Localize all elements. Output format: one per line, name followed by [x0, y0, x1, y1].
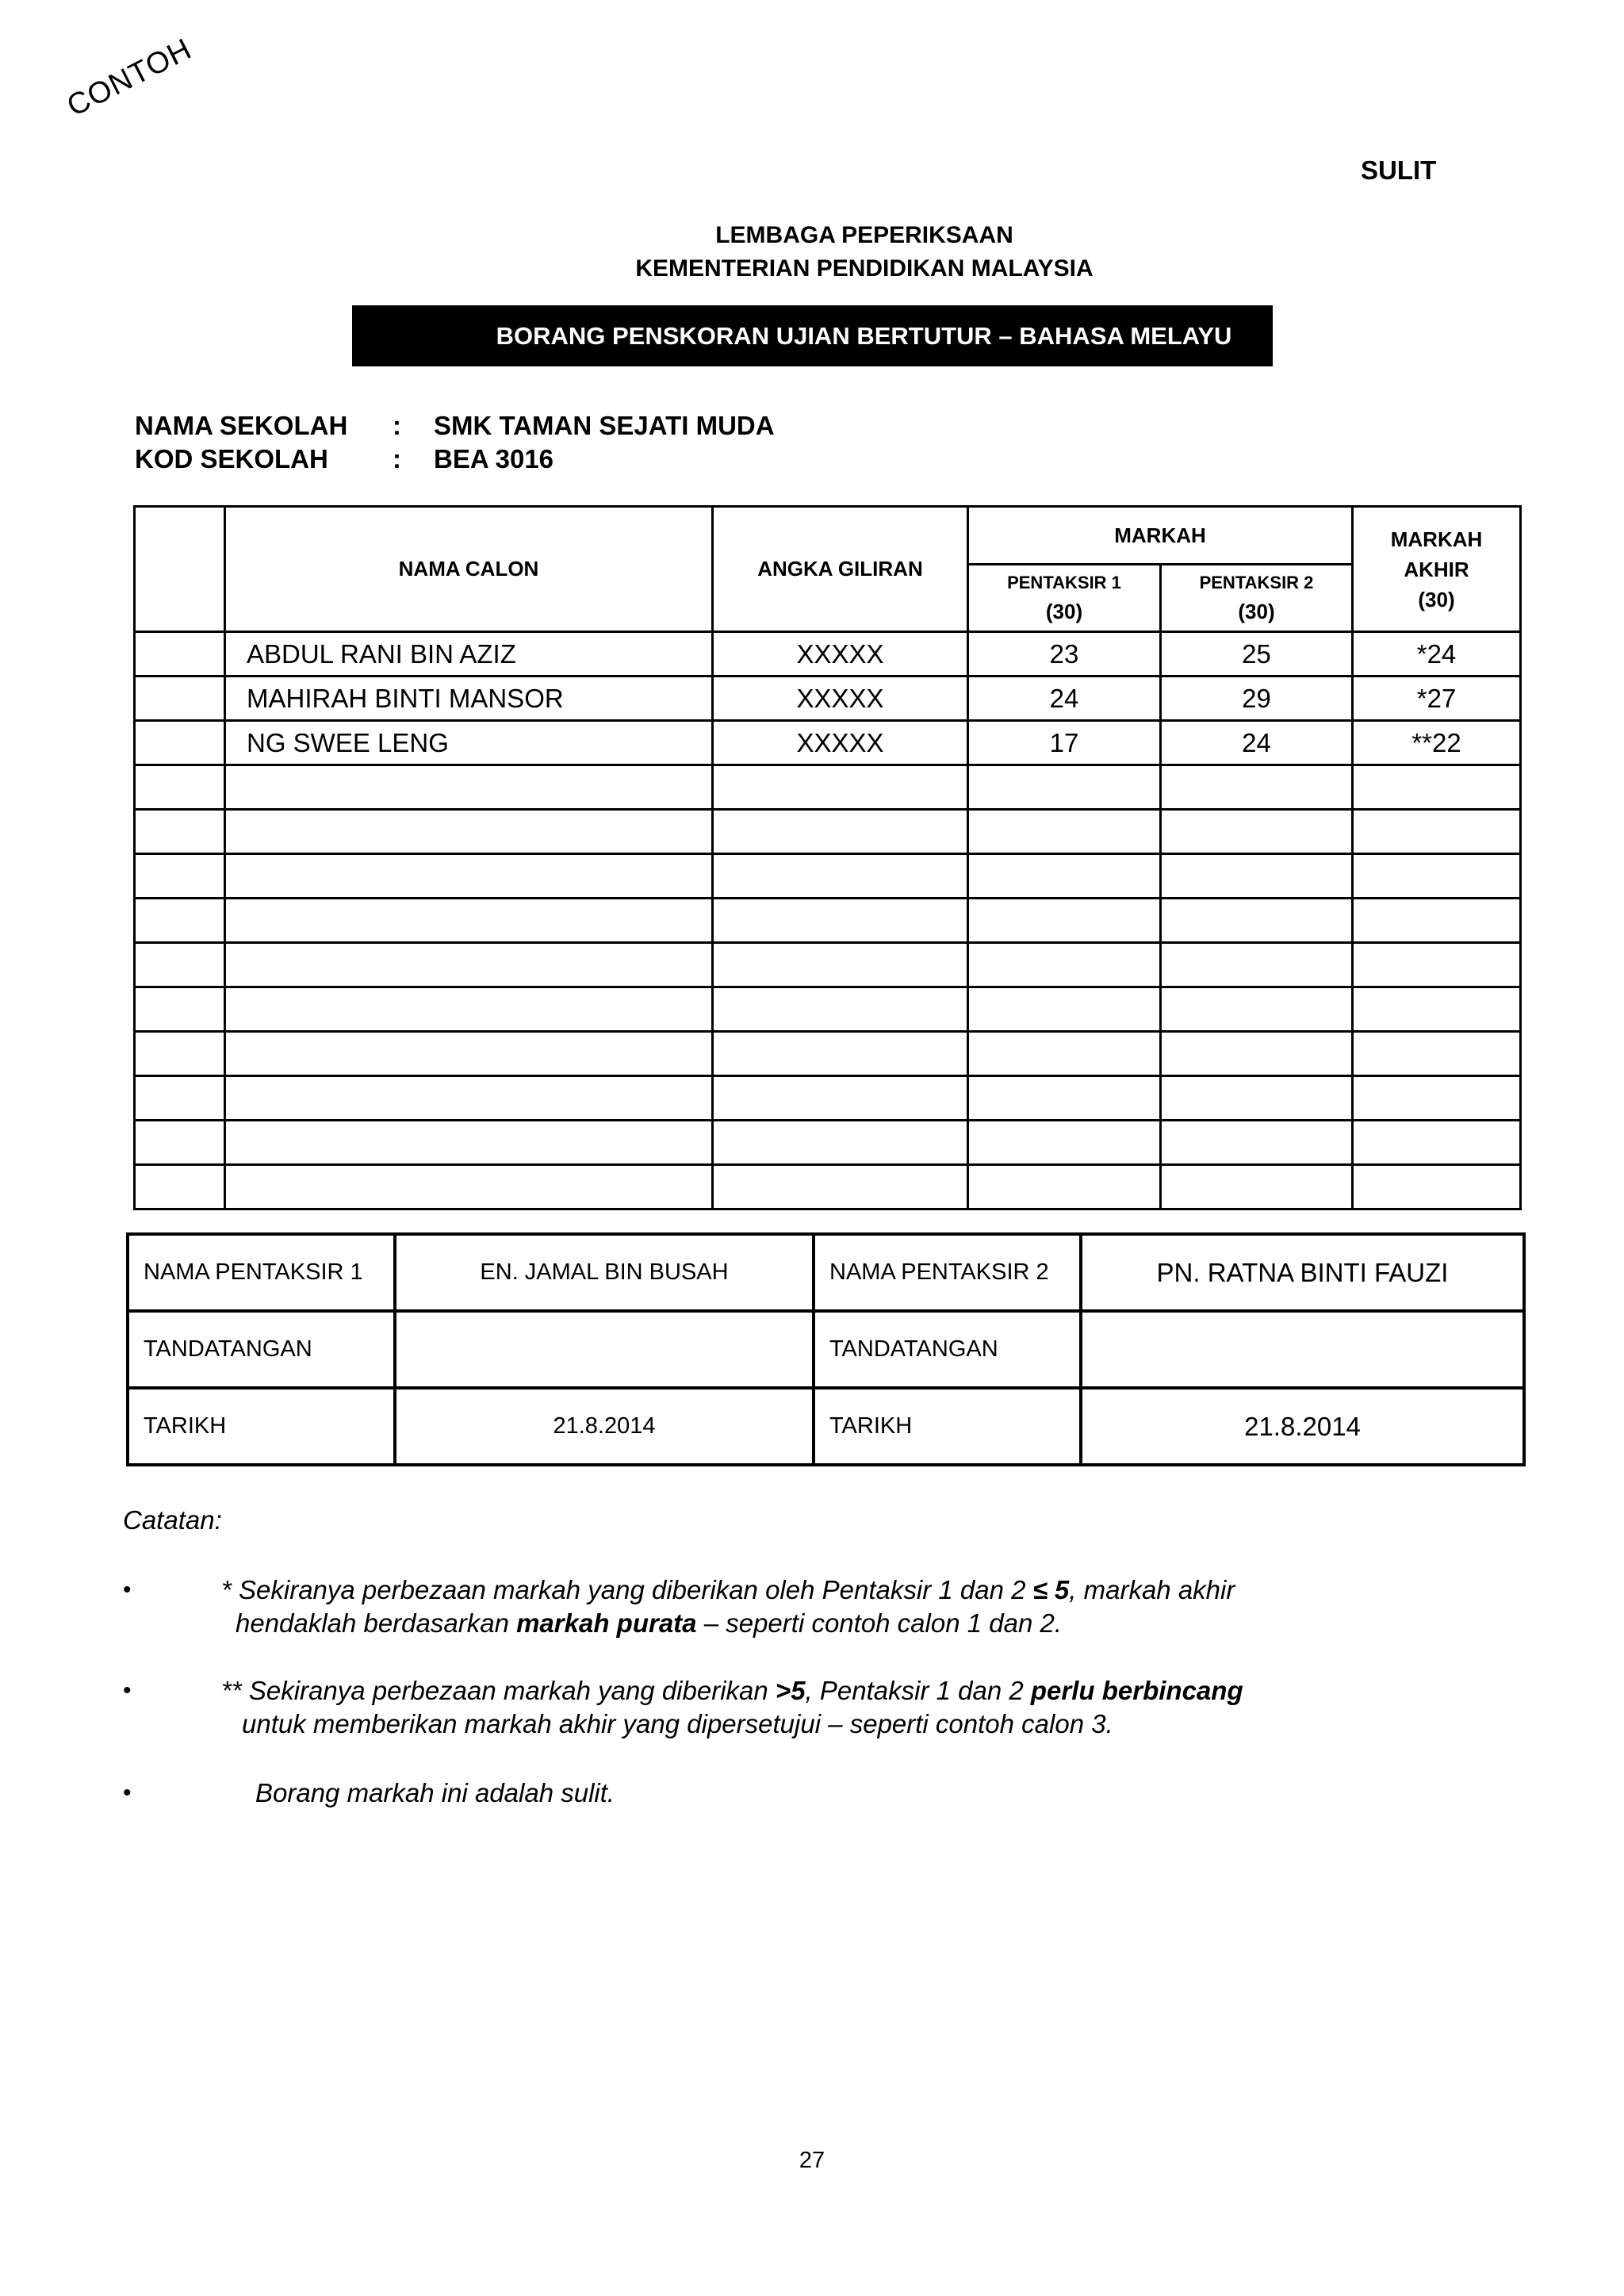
- final-mark-cell: [1353, 677, 1521, 721]
- empty-cell: [713, 810, 968, 854]
- empty-cell: [713, 765, 968, 810]
- empty-table-row: [135, 943, 1521, 987]
- empty-cell: [968, 854, 1161, 899]
- note-2-part-b: >5: [775, 1676, 806, 1705]
- assessor1-signature-label: TANDATANGAN: [128, 1311, 395, 1388]
- marks-header-row: [135, 507, 1521, 565]
- empty-cell: [1161, 1165, 1353, 1209]
- candidate-name-header: NAMA CALON: [225, 507, 713, 632]
- empty-cell: [968, 1032, 1161, 1076]
- empty-cell: [713, 1076, 968, 1121]
- note-3-text: Borang markah ini adalah sulit.: [255, 1778, 615, 1807]
- final-mark-header-max: (30): [1418, 587, 1455, 611]
- empty-table-row: [135, 810, 1521, 854]
- school-code-separator: :: [393, 444, 401, 473]
- empty-cell: [713, 1032, 968, 1076]
- empty-cell: [713, 899, 968, 943]
- empty-table-row: [135, 1076, 1521, 1121]
- candidate-name-cell: MAHIRAH BINTI MANSOR: [225, 677, 713, 721]
- final-mark-asterisk: **: [1411, 727, 1432, 757]
- assessor1-mark-cell: 24: [968, 677, 1161, 721]
- empty-cell: [713, 943, 968, 987]
- note-2-line2: untuk memberikan markah akhir yang dipersetujui – seperti contoh calon 3.: [242, 1709, 1113, 1738]
- assessor1-name-label: NAMA PENTAKSIR 1: [128, 1234, 395, 1311]
- empty-cell: [225, 765, 713, 810]
- assessor2-signature-label: TANDATANGAN: [814, 1311, 1081, 1388]
- notes-title: Catatan:: [123, 1505, 222, 1535]
- empty-cell: [1353, 1165, 1521, 1209]
- assessor2-header-label: PENTAKSIR 2: [1199, 573, 1314, 592]
- school-info: [135, 409, 775, 476]
- note-1-part-f: – seperti contoh calon 1 dan 2.: [696, 1608, 1063, 1638]
- assessor2-date-label: TARIKH: [814, 1388, 1081, 1465]
- empty-cell: [225, 943, 713, 987]
- empty-cell: [968, 1076, 1161, 1121]
- empty-cell: [1353, 899, 1521, 943]
- empty-table-row: [135, 987, 1521, 1032]
- empty-cell: [135, 1032, 225, 1076]
- note-1-line2: [221, 1607, 1235, 1640]
- empty-cell: [135, 1121, 225, 1165]
- empty-cell: [1353, 1076, 1521, 1121]
- assessor1-header-label: PENTAKSIR 1: [1007, 573, 1121, 592]
- final-mark-value: 27: [1427, 683, 1457, 713]
- note-1-part-a: * Sekiranya perbezaan markah yang diberikan oleh Pentaksir 1 dan 2: [221, 1575, 1033, 1604]
- assessor1-signature-field: [395, 1311, 814, 1388]
- empty-cell: [1161, 987, 1353, 1032]
- assessor1-date-value: 21.8.2014: [395, 1388, 814, 1465]
- empty-cell: [1161, 899, 1353, 943]
- assessor1-mark-cell: 23: [968, 632, 1161, 677]
- final-mark-header-line1: MARKAH: [1390, 527, 1483, 551]
- row-number-header: [135, 507, 225, 632]
- assessor2-name-label: NAMA PENTAKSIR 2: [814, 1234, 1081, 1311]
- empty-cell: [1161, 943, 1353, 987]
- final-mark-cell: [1353, 632, 1521, 677]
- empty-cell: [225, 1076, 713, 1121]
- empty-table-row: [135, 1165, 1521, 1209]
- empty-cell: [1161, 765, 1353, 810]
- assessor1-mark-cell: 17: [968, 721, 1161, 765]
- empty-cell: [1353, 765, 1521, 810]
- empty-cell: [1161, 1121, 1353, 1165]
- assessor2-header-max: (30): [1238, 600, 1275, 623]
- empty-cell: [225, 1032, 713, 1076]
- note-1-part-b: ≤ 5: [1032, 1575, 1070, 1604]
- empty-cell: [1161, 1032, 1353, 1076]
- empty-cell: [135, 854, 225, 899]
- assessor2-mark-cell: 25: [1161, 632, 1353, 677]
- empty-cell: [135, 1165, 225, 1209]
- assessor2-header: [1161, 565, 1353, 632]
- empty-table-row: [135, 854, 1521, 899]
- index-number-cell: XXXXX: [713, 721, 968, 765]
- empty-cell: [968, 765, 1161, 810]
- assessor2-mark-cell: 29: [1161, 677, 1353, 721]
- empty-cell: [713, 854, 968, 899]
- empty-cell: [1161, 854, 1353, 899]
- empty-cell: [1161, 1076, 1353, 1121]
- school-name-label: NAMA SEKOLAH: [135, 411, 348, 440]
- note-1-part-e: markah purata: [516, 1608, 697, 1638]
- final-mark-header: [1353, 507, 1521, 632]
- empty-cell: [968, 987, 1161, 1032]
- empty-cell: [968, 1121, 1161, 1165]
- final-mark-asterisk: *: [1416, 683, 1427, 713]
- empty-cell: [1161, 810, 1353, 854]
- empty-cell: [1353, 1121, 1521, 1165]
- row-number-cell: [135, 721, 225, 765]
- page-number: 27: [799, 2148, 825, 2173]
- school-code-label: KOD SEKOLAH: [135, 444, 328, 473]
- empty-cell: [1353, 943, 1521, 987]
- row-number-cell: [135, 632, 225, 677]
- index-number-header: ANGKA GILIRAN: [713, 507, 968, 632]
- assessor2-mark-cell: 24: [1161, 721, 1353, 765]
- assessor1-date-label: TARIKH: [128, 1388, 395, 1465]
- note-1-part-c: , markah akhir: [1069, 1575, 1235, 1604]
- header-ministry: KEMENTERIAN PENDIDIKAN MALAYSIA: [635, 255, 1094, 282]
- table-row: [135, 721, 1521, 765]
- empty-cell: [713, 1165, 968, 1209]
- candidate-name-cell: ABDUL RANI BIN AZIZ: [225, 632, 713, 677]
- contoh-stamp: CONTOH: [62, 32, 197, 124]
- empty-cell: [135, 765, 225, 810]
- table-row: [135, 632, 1521, 677]
- candidate-name-cell: NG SWEE LENG: [225, 721, 713, 765]
- marks-group-header: MARKAH: [968, 507, 1353, 565]
- empty-cell: [225, 987, 713, 1032]
- empty-table-row: [135, 1032, 1521, 1076]
- empty-cell: [1353, 854, 1521, 899]
- school-code-row: [135, 443, 775, 476]
- note-2-part-a: ** Sekiranya perbezaan markah yang diberikan: [221, 1676, 776, 1705]
- marks-table: [133, 505, 1522, 1210]
- empty-table-row: [135, 899, 1521, 943]
- school-name-separator: :: [393, 411, 401, 440]
- assessor-date-row: [128, 1388, 1524, 1465]
- assessor-name-row: [128, 1234, 1524, 1311]
- assessors-table: [126, 1232, 1526, 1466]
- form-title: [352, 305, 1273, 366]
- empty-cell: [1353, 810, 1521, 854]
- empty-table-row: [135, 1121, 1521, 1165]
- empty-cell: [968, 1165, 1161, 1209]
- bullet-icon: •: [123, 1577, 132, 1603]
- note-2-part-d: perlu berbincang: [1030, 1676, 1243, 1705]
- empty-cell: [225, 1165, 713, 1209]
- empty-cell: [135, 899, 225, 943]
- note-2-text: [221, 1674, 1243, 1741]
- empty-cell: [968, 899, 1161, 943]
- final-mark-value: 22: [1432, 727, 1461, 757]
- table-row: [135, 677, 1521, 721]
- empty-cell: [713, 1121, 968, 1165]
- empty-cell: [225, 899, 713, 943]
- empty-cell: [1353, 987, 1521, 1032]
- empty-cell: [225, 1121, 713, 1165]
- note-1-part-d: hendaklah berdasarkan: [236, 1608, 517, 1638]
- index-number-cell: XXXXX: [713, 677, 968, 721]
- assessor1-header: [968, 565, 1161, 632]
- empty-cell: [135, 987, 225, 1032]
- assessor-signature-row: [128, 1311, 1524, 1388]
- final-mark-asterisk: *: [1416, 638, 1427, 669]
- final-mark-value: 24: [1427, 638, 1457, 669]
- empty-cell: [968, 943, 1161, 987]
- empty-cell: [1353, 1032, 1521, 1076]
- empty-cell: [135, 943, 225, 987]
- final-mark-header-line2: AKHIR: [1404, 557, 1469, 581]
- empty-cell: [225, 810, 713, 854]
- row-number-cell: [135, 677, 225, 721]
- empty-table-row: [135, 765, 1521, 810]
- assessor1-header-max: (30): [1045, 600, 1083, 623]
- school-code-value: BEA 3016: [434, 444, 554, 473]
- header-organisation: LEMBAGA PEPERIKSAAN: [715, 222, 1013, 248]
- classification-label: SULIT: [1361, 155, 1437, 185]
- note-2-part-c: , Pentaksir 1 dan 2: [805, 1676, 1031, 1705]
- index-number-cell: XXXXX: [713, 632, 968, 677]
- bullet-icon: •: [123, 1780, 132, 1806]
- assessor2-name-value: PN. RATNA BINTI FAUZI: [1081, 1234, 1524, 1311]
- form-title-text: BORANG PENSKORAN UJIAN BERTUTUR – BAHASA MELAYU: [496, 321, 1232, 350]
- bullet-icon: •: [123, 1677, 132, 1704]
- school-name-row: [135, 409, 775, 443]
- empty-cell: [225, 854, 713, 899]
- empty-cell: [135, 810, 225, 854]
- assessor2-date-value: 21.8.2014: [1081, 1388, 1524, 1465]
- final-mark-cell: [1353, 721, 1521, 765]
- assessor1-name-value: EN. JAMAL BIN BUSAH: [395, 1234, 814, 1311]
- assessor2-signature-field: [1081, 1311, 1524, 1388]
- empty-cell: [135, 1076, 225, 1121]
- note-1-text: [221, 1573, 1235, 1640]
- empty-cell: [713, 987, 968, 1032]
- empty-cell: [968, 810, 1161, 854]
- school-name-value: SMK TAMAN SEJATI MUDA: [434, 411, 775, 440]
